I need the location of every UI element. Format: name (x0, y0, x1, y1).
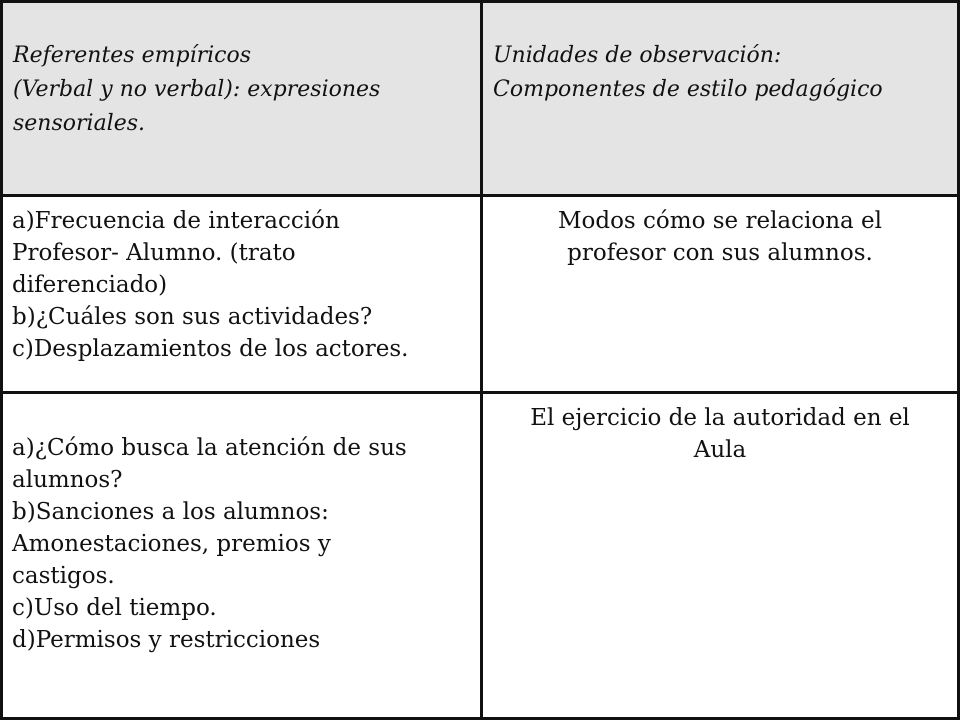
header-line: Unidades de observación: (493, 43, 782, 68)
cell-line: El ejercicio de la autoridad en el (530, 405, 910, 431)
cell-line: castigos. (12, 563, 115, 589)
row-2-referentes-cell (3, 394, 483, 720)
header-cell-referentes (3, 3, 483, 194)
cell-line: a)Frecuencia de interacción (12, 208, 340, 234)
header-line: (Verbal y no verbal): expresiones (13, 77, 381, 102)
cell-line: Aula (693, 437, 747, 463)
header-line: Componentes de estilo pedagógico (493, 77, 883, 102)
table-row (3, 197, 957, 394)
cell-line: Amonestaciones, premios y (12, 531, 331, 557)
cell-line (12, 237, 372, 269)
cell-line: Modos cómo se relaciona el (557, 208, 883, 234)
row-1-unidades-cell (483, 197, 957, 391)
header-line: sensoriales. (13, 111, 146, 136)
header-line: Referentes empíricos (13, 43, 252, 68)
cell-line: diferenciado) (12, 272, 168, 298)
cell-line: b)Sanciones a los alumnos: (12, 499, 329, 525)
row-1-referentes-text (12, 205, 472, 365)
row-2-referentes-text (12, 432, 472, 656)
cell-line: a)¿Cómo busca la atención de sus (12, 435, 407, 461)
cell-line: c)Uso del tiempo. (12, 595, 217, 621)
row-2-unidades-cell (483, 394, 957, 720)
row-2-unidades-text (493, 402, 947, 466)
cell-line: c)Desplazamientos de los actores. (12, 336, 409, 362)
header-text-unidades (483, 3, 957, 107)
cell-line: profesor con sus alumnos. (567, 240, 873, 266)
header-text-referentes (3, 3, 480, 141)
cell-line: alumnos? (12, 467, 123, 493)
table-header-row (3, 3, 957, 197)
cell-line: b)¿Cuáles son sus actividades? (12, 304, 373, 330)
cell-line-part: Alumno. (trato (126, 240, 296, 266)
cell-line-part: Profesor- (12, 240, 119, 266)
cell-line: d)Permisos y restricciones (12, 627, 321, 653)
table-row (3, 394, 957, 720)
row-1-unidades-text (493, 205, 947, 269)
header-cell-unidades (483, 3, 957, 194)
row-1-referentes-cell (3, 197, 483, 391)
